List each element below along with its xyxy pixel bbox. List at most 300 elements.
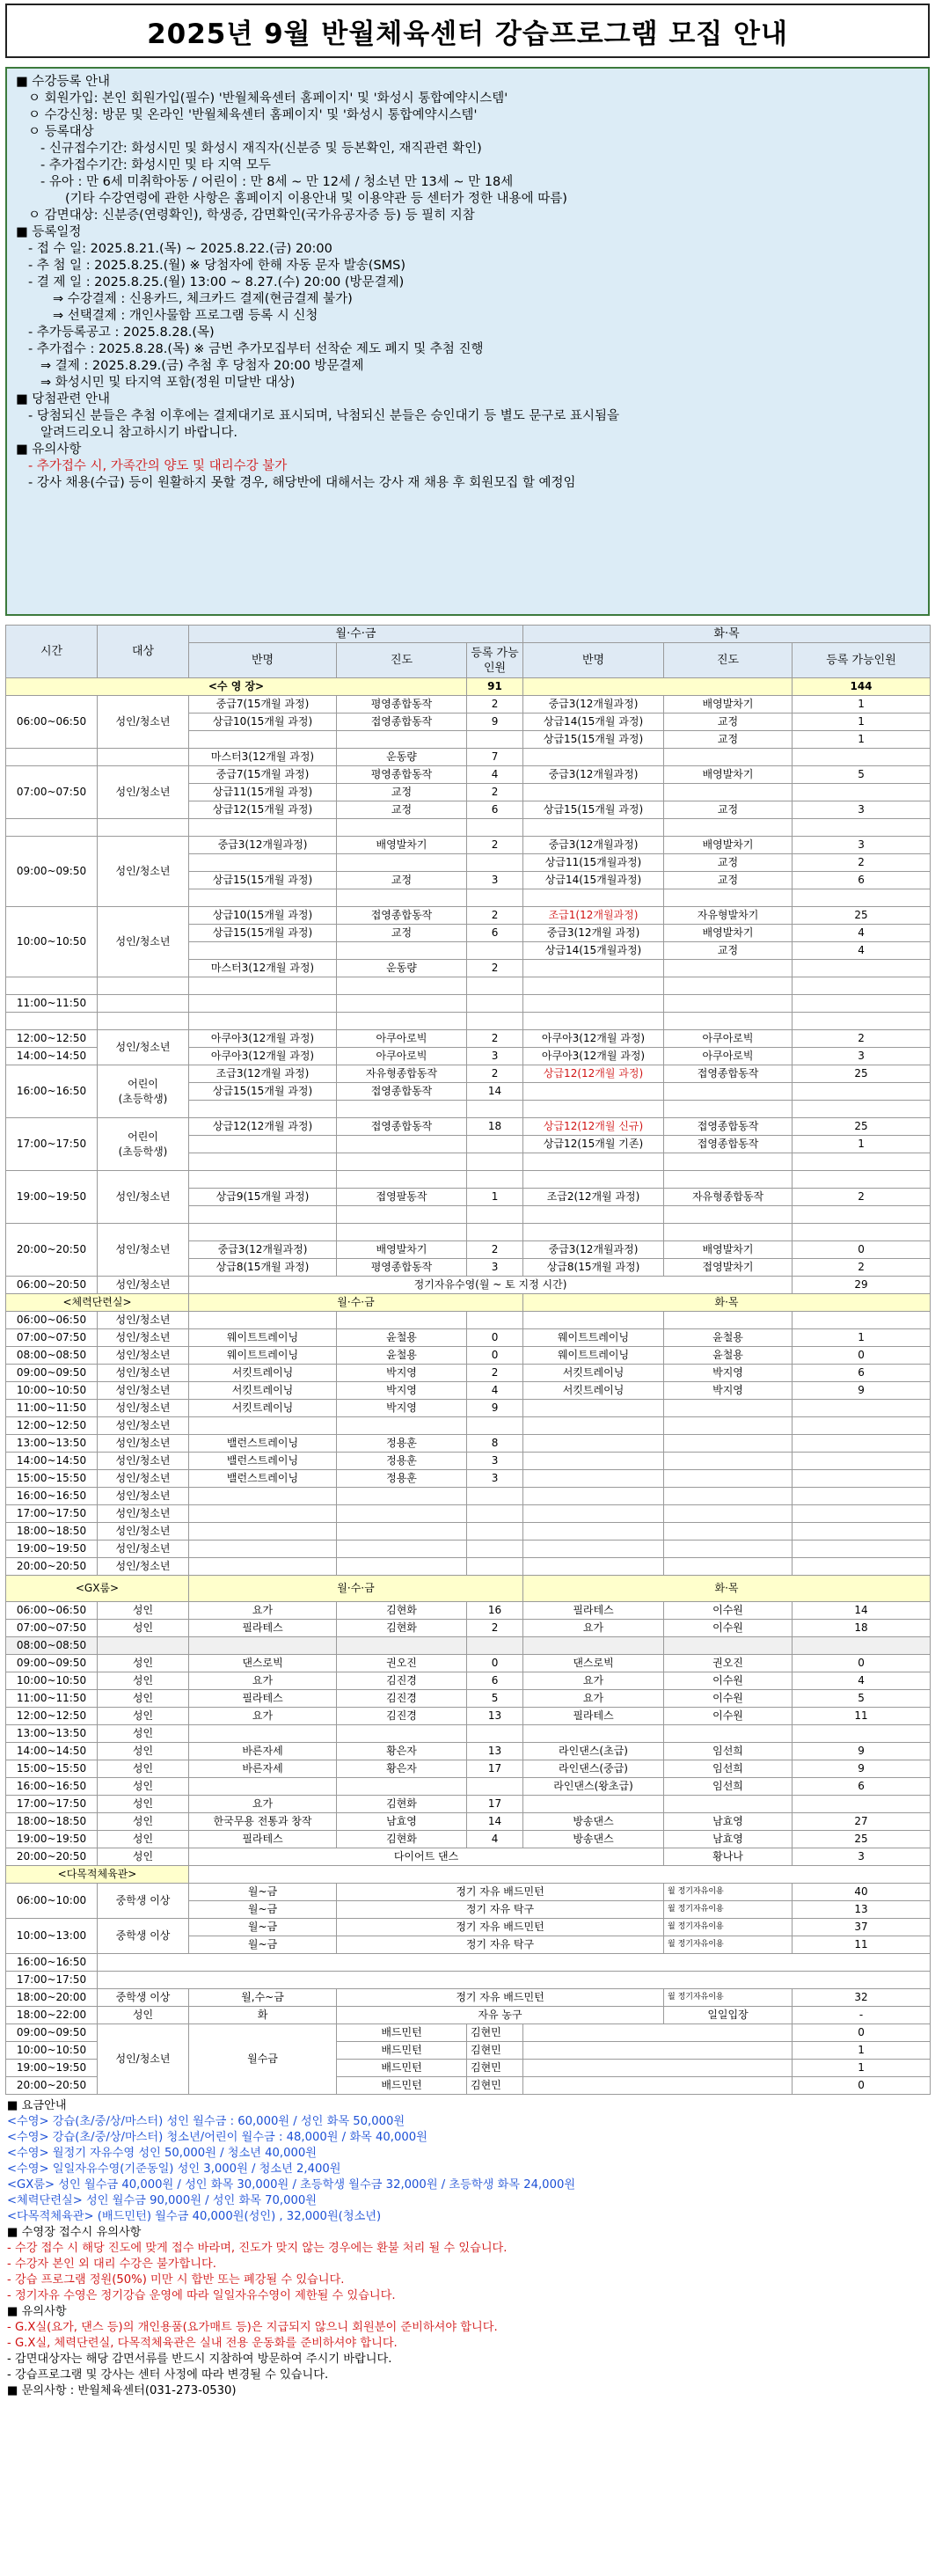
- table-row: [6, 1224, 931, 1241]
- instructor: [664, 1523, 793, 1540]
- capacity: 18: [467, 1118, 523, 1136]
- table-row: [6, 1576, 931, 1602]
- target-cell: 성인/청소년: [98, 1030, 189, 1065]
- capacity: [467, 977, 523, 995]
- table-cell: [189, 1866, 931, 1884]
- class-name: [523, 889, 664, 907]
- table-row: [6, 1708, 931, 1725]
- capacity: [793, 1435, 931, 1453]
- info-line: ㅇ 감면대상: 신분증(연령확인), 학생증, 감면확인(국가유공자증 등) 등 필히 지참: [28, 209, 475, 223]
- capacity: 2: [793, 1189, 931, 1206]
- capacity: 2: [467, 696, 523, 714]
- table-row: [6, 1382, 931, 1400]
- class-name: [189, 1417, 337, 1435]
- target-cell: 성인/청소년: [98, 1347, 189, 1365]
- progress: [664, 1101, 793, 1118]
- instructor: [664, 1312, 793, 1329]
- class-name: [523, 1470, 664, 1488]
- capacity: 1: [793, 1329, 931, 1347]
- target-cell: 성인/청소년: [98, 837, 189, 907]
- info-line: ⇒ 선택결제 : 개인사물함 프로그램 등록 시 신청: [53, 309, 318, 323]
- table-row: [6, 1725, 931, 1743]
- time-cell: 09:00~09:50: [6, 837, 98, 907]
- progress: 접영팔동작: [337, 1189, 467, 1206]
- class-name: 배드민턴: [337, 2077, 467, 2095]
- capacity: [793, 1206, 931, 1224]
- notice-line: - 수강 접수 시 해당 진도에 맞게 접수 바라며, 진도가 맞지 않는 경우에는 환불 처리 될 수 있습니다.: [7, 2242, 508, 2255]
- time-cell: 11:00~11:50: [6, 1690, 98, 1708]
- class-name: 라인댄스(중급): [523, 1760, 664, 1778]
- table-row: [6, 1620, 931, 1637]
- class-name: [189, 1637, 337, 1655]
- target-cell: 성인/청소년: [98, 1488, 189, 1505]
- target-cell: 성인/청소년: [98, 1400, 189, 1417]
- capacity: 4: [467, 1831, 523, 1848]
- capacity: 0: [793, 1241, 931, 1259]
- class-name: 상급10(15개월 과정): [189, 907, 337, 925]
- instructor: 윤철용: [664, 1347, 793, 1365]
- time-cell: [6, 819, 98, 837]
- progress: [337, 1013, 467, 1030]
- time-cell: 17:00~17:50: [6, 1505, 98, 1523]
- class-name: [189, 942, 337, 960]
- notice-line: <체력단련실> 성인 월수금 90,000원 / 성인 화목 70,000원: [7, 2194, 317, 2207]
- target-cell: 성인/청소년: [98, 766, 189, 819]
- capacity: 1: [793, 696, 931, 714]
- capacity: 6: [793, 1778, 931, 1796]
- class-name: 바른자세: [189, 1743, 337, 1760]
- capacity: [467, 889, 523, 907]
- notice-line: ■ 요금안내: [7, 2099, 67, 2112]
- capacity: 2: [467, 784, 523, 801]
- instructor: 남효영: [337, 1813, 467, 1831]
- class-name: [523, 819, 664, 837]
- class-name: 요가: [189, 1672, 337, 1690]
- instructor: 김현민: [467, 2060, 523, 2077]
- class-name: [189, 1523, 337, 1540]
- program-name: 정기 자유 배드민턴: [337, 1989, 664, 2007]
- instructor: [664, 1637, 793, 1655]
- capacity: [467, 1417, 523, 1435]
- instructor: 남효영: [664, 1831, 793, 1848]
- progress: 교정: [337, 784, 467, 801]
- progress: 배영발차기: [664, 696, 793, 714]
- progress: [337, 819, 467, 837]
- capacity: 27: [793, 1813, 931, 1831]
- progress: [337, 1224, 467, 1241]
- usage-type: 월 정기자유이용: [664, 1884, 793, 1901]
- days-label: 월수금: [189, 2024, 337, 2095]
- capacity: [467, 1136, 523, 1153]
- target-cell: 중학생 이상: [98, 1884, 189, 1919]
- progress: 배영발차기: [664, 766, 793, 784]
- capacity: [793, 1083, 931, 1101]
- capacity: 13: [793, 1901, 931, 1919]
- table-row: [6, 1743, 931, 1760]
- table-cell: [98, 1954, 931, 1972]
- notice-line: <수영> 월정기 자유수영 성인 50,000원 / 청소년 40,000원: [7, 2147, 317, 2160]
- progress: [664, 1083, 793, 1101]
- instructor: 황나나: [664, 1848, 793, 1866]
- time-cell: 16:00~16:50: [6, 1778, 98, 1796]
- table-row: [6, 1488, 931, 1505]
- class-name: 중급3(12개월 과정): [523, 925, 664, 942]
- class-name: [523, 995, 664, 1013]
- table-row: [6, 749, 931, 766]
- class-name: 요가: [523, 1620, 664, 1637]
- table-cell: [523, 2042, 793, 2060]
- usage-type: 월 정기자유이용: [664, 1919, 793, 1936]
- target-cell: 성인/청소년: [98, 1523, 189, 1540]
- info-line: ■ 유의사항: [16, 443, 82, 457]
- target-cell: [98, 749, 189, 766]
- info-line: (기타 수강연령에 관한 사항은 홈페이지 이용안내 및 이용약관 등 센터가 정한 내용에 따름): [65, 192, 567, 206]
- class-name: 밸런스트레이닝: [189, 1470, 337, 1488]
- info-line: - 추가접수 : 2025.8.28.(목) ※ 금번 추가모집부터 선착순 제도 폐지 및 추첨 진행: [28, 342, 484, 356]
- capacity: 14: [467, 1083, 523, 1101]
- class-name: 라인댄스(왕초급): [523, 1778, 664, 1796]
- progress: 교정: [664, 801, 793, 819]
- instructor: [337, 1505, 467, 1523]
- info-line: ■ 등록일정: [16, 225, 82, 239]
- header-class: 반명: [189, 643, 337, 678]
- progress: [664, 784, 793, 801]
- target-cell: 중학생 이상: [98, 1919, 189, 1954]
- table-row: [6, 1453, 931, 1470]
- capacity: [793, 1453, 931, 1470]
- time-cell: 19:00~19:50: [6, 1831, 98, 1848]
- progress: [337, 995, 467, 1013]
- capacity: 4: [793, 942, 931, 960]
- instructor: 박지영: [337, 1400, 467, 1417]
- section-total: 144: [793, 678, 931, 696]
- target-cell: 성인/청소년: [98, 1329, 189, 1347]
- instructor: [664, 1558, 793, 1576]
- capacity: 0: [793, 1347, 931, 1365]
- time-cell: 10:00~13:00: [6, 1919, 98, 1954]
- instructor: 윤철용: [664, 1329, 793, 1347]
- capacity: 7: [467, 749, 523, 766]
- instructor: [664, 1417, 793, 1435]
- instructor: 김현민: [467, 2077, 523, 2095]
- instructor: 박지영: [664, 1382, 793, 1400]
- time-cell: [6, 977, 98, 995]
- time-cell: 18:00~18:50: [6, 1523, 98, 1540]
- target-cell: [98, 995, 189, 1013]
- target-cell: 어린이 (초등학생): [98, 1118, 189, 1171]
- time-cell: 16:00~16:50: [6, 1488, 98, 1505]
- page-title: 2025년 9월 반월체육센터 강습프로그램 모집 안내: [5, 4, 930, 58]
- time-cell: [6, 1013, 98, 1030]
- class-name: [523, 1796, 664, 1813]
- class-name: [189, 889, 337, 907]
- capacity: 1: [467, 1189, 523, 1206]
- capacity: 3: [467, 1048, 523, 1065]
- info-line: ■ 당첨관련 안내: [16, 392, 110, 406]
- capacity: [793, 1400, 931, 1417]
- class-name: 배드민턴: [337, 2042, 467, 2060]
- progress: [664, 1013, 793, 1030]
- progress: 자유형종합동작: [664, 1189, 793, 1206]
- time-cell: 06:00~06:50: [6, 696, 98, 749]
- header-tt: 화·목: [523, 626, 931, 643]
- target-cell: 성인/청소년: [98, 1312, 189, 1329]
- target-cell: 성인: [98, 1760, 189, 1778]
- target-cell: 성인: [98, 2007, 189, 2024]
- header-progress: 진도: [664, 643, 793, 678]
- target-cell: 성인: [98, 1672, 189, 1690]
- target-cell: 성인/청소년: [98, 2024, 189, 2095]
- class-name: [523, 1312, 664, 1329]
- table-row: [6, 1435, 931, 1453]
- capacity: 2: [467, 1030, 523, 1048]
- class-name: 필라테스: [189, 1620, 337, 1637]
- table-row: [6, 1760, 931, 1778]
- capacity: 11: [793, 1708, 931, 1725]
- progress: 교정: [337, 925, 467, 942]
- class-name: [189, 1312, 337, 1329]
- capacity: [467, 1206, 523, 1224]
- target-cell: 중학생 이상: [98, 1989, 189, 2007]
- instructor: 김현화: [337, 1620, 467, 1637]
- class-name: [189, 1558, 337, 1576]
- time-cell: 20:00~20:50: [6, 1224, 98, 1277]
- table-header-row: [6, 626, 931, 643]
- class-name: [189, 854, 337, 872]
- registration-info-box: [5, 67, 930, 616]
- table-row: [6, 1884, 931, 1901]
- class-name: 밸런스트레이닝: [189, 1453, 337, 1470]
- class-name: 상급15(15개월 과정): [523, 801, 664, 819]
- instructor: 황은자: [337, 1743, 467, 1760]
- days-label: 월~금: [189, 1936, 337, 1954]
- time-cell: 16:00~16:50: [6, 1954, 98, 1972]
- target-cell: 성인/청소년: [98, 1470, 189, 1488]
- capacity: [467, 1637, 523, 1655]
- progress: 교정: [664, 872, 793, 889]
- table-row: [6, 1866, 931, 1884]
- class-name: 배드민턴: [337, 2060, 467, 2077]
- class-name: 조급2(12개월 과정): [523, 1189, 664, 1206]
- table-row: [6, 1118, 931, 1136]
- capacity: 6: [467, 925, 523, 942]
- capacity: 1: [793, 1136, 931, 1153]
- class-name: [189, 995, 337, 1013]
- capacity: [793, 1101, 931, 1118]
- capacity: 5: [793, 766, 931, 784]
- notice-line: <GX룸> 성인 월수금 40,000원 / 성인 화목 30,000원 / 초등학생 월수금 32,000원 / 초등학생 화목 24,000원: [7, 2178, 576, 2192]
- capacity: 2: [467, 837, 523, 854]
- time-cell: 13:00~13:50: [6, 1725, 98, 1743]
- info-line: ⇒ 화성시민 및 타지역 포함(정원 미달반 대상): [40, 376, 296, 390]
- instructor: [337, 1637, 467, 1655]
- days-label: 월~금: [189, 1901, 337, 1919]
- progress: 접영종합동작: [664, 1118, 793, 1136]
- instructor: 윤철용: [337, 1347, 467, 1365]
- capacity: [467, 1778, 523, 1796]
- info-line: - 유아 : 만 6세 미취학아동 / 어린이 : 만 8세 ~ 만 12세 / 청소년 만 13세 ~ 만 18세: [40, 175, 514, 189]
- class-name: 중급3(12개월과정): [523, 1241, 664, 1259]
- days-label: 월·수·금: [189, 1576, 523, 1602]
- progress: 배영발차기: [664, 925, 793, 942]
- header-time: 시간: [6, 626, 98, 678]
- instructor: 임선희: [664, 1778, 793, 1796]
- target-cell: 성인/청소년: [98, 1417, 189, 1435]
- progress: [664, 1206, 793, 1224]
- instructor: [337, 1558, 467, 1576]
- capacity: [467, 1153, 523, 1171]
- info-line: ■ 수강등록 안내: [16, 75, 110, 89]
- target-cell: 성인: [98, 1813, 189, 1831]
- class-name: 상급12(15개월 기존): [523, 1136, 664, 1153]
- instructor: [664, 1540, 793, 1558]
- time-cell: 08:00~08:50: [6, 1637, 98, 1655]
- time-cell: 06:00~06:50: [6, 1312, 98, 1329]
- notice-line: - 강습 프로그램 정원(50%) 미만 시 합반 또는 폐강될 수 있습니다.: [7, 2273, 345, 2287]
- days-label: 화·목: [523, 1576, 931, 1602]
- capacity: 37: [793, 1919, 931, 1936]
- class-name: 서킷트레이닝: [523, 1365, 664, 1382]
- table-row: [6, 907, 931, 925]
- capacity: [793, 995, 931, 1013]
- progress: [337, 1171, 467, 1189]
- progress: [337, 1153, 467, 1171]
- class-name: [189, 1136, 337, 1153]
- target-cell: 성인/청소년: [98, 1540, 189, 1558]
- table-cell: [98, 1972, 931, 1989]
- class-name: 상급12(12개월 과정): [189, 1118, 337, 1136]
- progress: [337, 854, 467, 872]
- class-name: [523, 1435, 664, 1453]
- program-name: 자유 농구: [337, 2007, 664, 2024]
- capacity: 4: [793, 1672, 931, 1690]
- capacity: 2: [793, 1030, 931, 1048]
- class-name: 조급1(12개월과정): [523, 907, 664, 925]
- time-cell: 07:00~07:50: [6, 1329, 98, 1347]
- capacity: [793, 1153, 931, 1171]
- progress: 접영종합동작: [664, 1136, 793, 1153]
- capacity: [793, 889, 931, 907]
- capacity: 0: [793, 1655, 931, 1672]
- target-cell: 성인: [98, 1848, 189, 1866]
- info-line: ㅇ 회원가입: 본인 회원가입(필수) '반월체육센터 홈페이지' 및 '화성시 통합예약시스템': [28, 91, 508, 106]
- capacity: 3: [467, 1453, 523, 1470]
- capacity: 2: [467, 1365, 523, 1382]
- class-name: 웨이트트레이닝: [189, 1347, 337, 1365]
- capacity: 2: [793, 854, 931, 872]
- class-name: 서킷트레이닝: [189, 1382, 337, 1400]
- notice-line: - 강습프로그램 및 강사는 센터 사정에 따라 변경될 수 있습니다.: [7, 2368, 329, 2382]
- progress: [664, 960, 793, 977]
- target-cell: [98, 819, 189, 837]
- progress: 배영발차기: [337, 1241, 467, 1259]
- capacity: 3: [793, 837, 931, 854]
- progress: [664, 819, 793, 837]
- progress: [337, 1136, 467, 1153]
- capacity: 3: [793, 801, 931, 819]
- target-cell: 성인: [98, 1690, 189, 1708]
- class-name: [189, 1725, 337, 1743]
- table-cell: [523, 2077, 793, 2095]
- target-cell: [98, 977, 189, 995]
- target-cell: 성인/청소년: [98, 1277, 189, 1294]
- class-name: 중급3(12개월과정): [189, 1241, 337, 1259]
- class-name: 라인댄스(초급): [523, 1743, 664, 1760]
- time-cell: 07:00~07:50: [6, 1620, 98, 1637]
- time-cell: 20:00~20:50: [6, 1558, 98, 1576]
- capacity: 0: [467, 1329, 523, 1347]
- time-cell: 08:00~08:50: [6, 1347, 98, 1365]
- progress: 운동량: [337, 749, 467, 766]
- table-row: [6, 1848, 931, 1866]
- notice-line: <수영> 강습(초/중/상/마스터) 청소년/어린이 월수금 : 48,000원 / 화목 40,000원: [7, 2131, 427, 2144]
- program-name: 정기 자유 배드민턴: [337, 1884, 664, 1901]
- progress: [664, 1153, 793, 1171]
- target-cell: 성인: [98, 1796, 189, 1813]
- class-name: [189, 1171, 337, 1189]
- capacity: 14: [467, 1813, 523, 1831]
- info-line: - 결 제 일 : 2025.8.25.(월) 13:00 ~ 8.27.(수) 20:00 (방문결제): [28, 275, 405, 289]
- time-cell: 14:00~14:50: [6, 1048, 98, 1065]
- table-row: [6, 1365, 931, 1382]
- instructor: [337, 1488, 467, 1505]
- capacity: 2: [467, 1065, 523, 1083]
- capacity: 1: [793, 2042, 931, 2060]
- instructor: 이수원: [664, 1708, 793, 1725]
- target-cell: 성인/청소년: [98, 1365, 189, 1382]
- capacity: 17: [467, 1796, 523, 1813]
- capacity: 0: [793, 2077, 931, 2095]
- capacity: 6: [467, 1672, 523, 1690]
- capacity: [793, 1417, 931, 1435]
- info-line: - 추가접수기간: 화성시민 및 타 지역 모두: [40, 158, 271, 172]
- instructor: 박지영: [337, 1382, 467, 1400]
- instructor: 윤철용: [337, 1329, 467, 1347]
- class-name: 요가: [189, 1708, 337, 1725]
- class-name: 요가: [189, 1602, 337, 1620]
- time-cell: 10:00~10:50: [6, 2042, 98, 2060]
- capacity: 2: [467, 907, 523, 925]
- info-line: ⇒ 수강결제 : 신용카드, 체크카드 결제(현금결제 불가): [53, 292, 353, 306]
- table-row: [6, 1778, 931, 1796]
- target-cell: 성인: [98, 1831, 189, 1848]
- class-name: [523, 1725, 664, 1743]
- time-cell: 06:00~20:50: [6, 1277, 98, 1294]
- table-row: [6, 766, 931, 784]
- class-name: 중급7(15개월 과정): [189, 766, 337, 784]
- progress: 접영종합동작: [337, 714, 467, 731]
- progress: 배영발차기: [337, 837, 467, 854]
- instructor: 권오진: [337, 1655, 467, 1672]
- time-cell: 10:00~10:50: [6, 1382, 98, 1400]
- capacity: [793, 1312, 931, 1329]
- time-cell: 19:00~19:50: [6, 1171, 98, 1224]
- capacity: [793, 1488, 931, 1505]
- usage-type: 월 정기자유이용: [664, 1989, 793, 2007]
- days-label: 화·목: [523, 1294, 931, 1312]
- time-cell: 09:00~09:50: [6, 1655, 98, 1672]
- days-label: 월,수~금: [189, 1989, 337, 2007]
- table-row: [6, 1171, 931, 1189]
- table-row: [6, 1954, 931, 1972]
- instructor: 김현민: [467, 2042, 523, 2060]
- class-name: 중급7(15개월 과정): [189, 696, 337, 714]
- class-name: 밸런스트레이닝: [189, 1435, 337, 1453]
- time-cell: 14:00~14:50: [6, 1743, 98, 1760]
- class-name: 서킷트레이닝: [523, 1382, 664, 1400]
- capacity: 11: [793, 1936, 931, 1954]
- class-name: [189, 1013, 337, 1030]
